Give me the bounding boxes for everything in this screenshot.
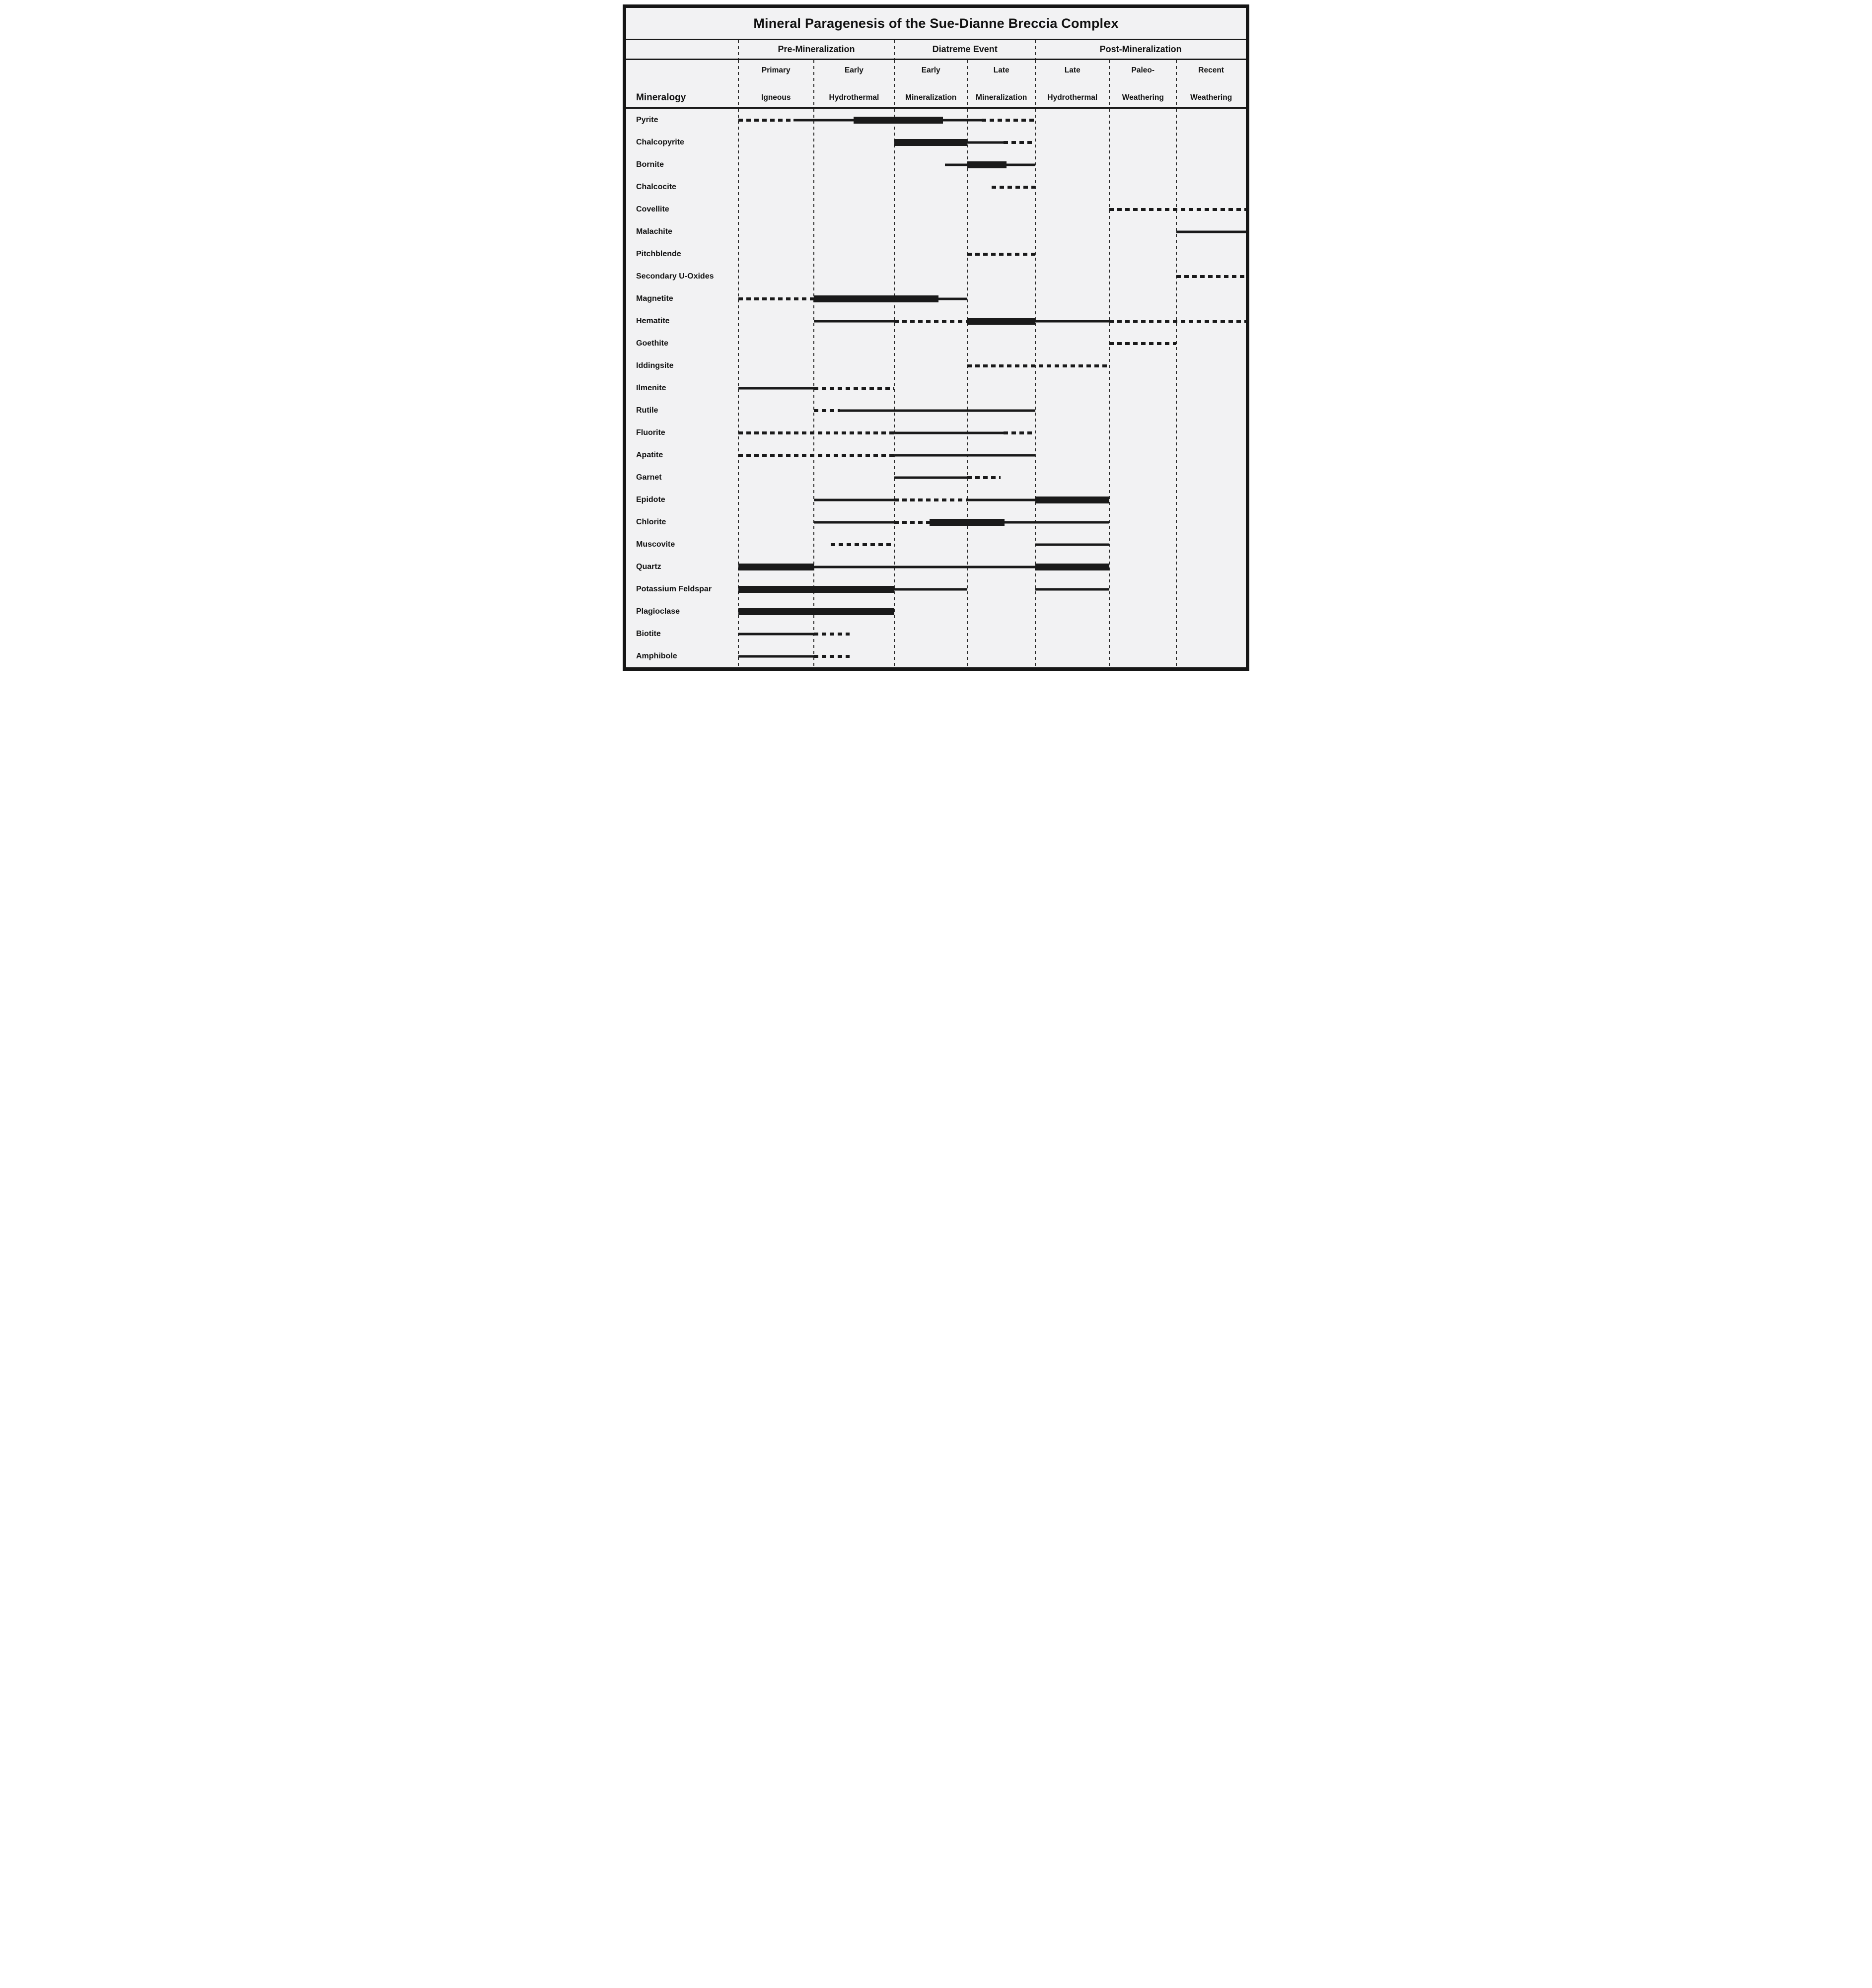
paragenesis-bar-segment	[1109, 320, 1246, 323]
paragenesis-bar-segment	[854, 117, 943, 124]
paragenesis-bar-segment	[814, 295, 938, 302]
mineral-row	[626, 310, 1246, 332]
paragenesis-bar-segment	[831, 543, 895, 546]
paragenesis-bar-segment	[814, 521, 895, 523]
column-header-line2: Weathering	[1190, 93, 1232, 102]
column-header-line2: Hydrothermal	[1047, 93, 1098, 102]
page	[618, 0, 1254, 675]
paragenesis-bar-segment	[967, 318, 1035, 325]
mineral-bar-strip	[738, 489, 1246, 511]
mineral-label: Amphibole	[636, 651, 677, 660]
mineral-label: Garnet	[636, 473, 662, 482]
mineral-row	[626, 466, 1246, 489]
mineral-bar-strip	[738, 645, 1246, 667]
column-header-strip	[738, 60, 1246, 107]
mineral-row	[626, 220, 1246, 243]
paragenesis-bar-segment	[814, 409, 840, 412]
paragenesis-bar-segment	[738, 564, 814, 570]
mineral-row	[626, 533, 1246, 556]
paragenesis-bar-segment	[945, 163, 967, 166]
mineral-row	[626, 287, 1246, 310]
paragenesis-bar-segment	[738, 119, 793, 122]
paragenesis-bar-segment	[1109, 208, 1246, 211]
mineral-label: Magnetite	[636, 294, 673, 303]
paragenesis-bar-segment	[967, 253, 1035, 256]
mineral-bar-strip	[738, 220, 1246, 243]
mineral-label: Chalcopyrite	[636, 138, 684, 146]
paragenesis-bar-segment	[894, 476, 967, 479]
mineral-label: Chalcocite	[636, 182, 676, 191]
paragenesis-bar-segment	[1035, 320, 1109, 322]
column-header-line1: Early	[921, 66, 940, 74]
paragenesis-bar-segment	[943, 119, 982, 121]
mineral-bar-strip	[738, 265, 1246, 287]
mineral-label: Plagioclase	[636, 607, 680, 616]
mineral-row	[626, 243, 1246, 265]
paragenesis-bar-segment	[1109, 342, 1176, 345]
group-row-spacer	[626, 40, 738, 59]
column-header-3	[894, 60, 967, 107]
column-header-5	[1035, 60, 1109, 107]
paragenesis-bar-segment	[1176, 275, 1246, 278]
paragenesis-bar-segment	[1035, 543, 1109, 546]
column-header-line2: Mineralization	[976, 93, 1027, 102]
mineral-row	[626, 153, 1246, 176]
mineral-row	[626, 109, 1246, 131]
mineral-bar-strip	[738, 198, 1246, 220]
mineral-label: Apatite	[636, 450, 663, 459]
mineral-row	[626, 399, 1246, 422]
mineral-label: Covellite	[636, 205, 669, 213]
mineral-bar-strip	[738, 377, 1246, 399]
paragenesis-bar-segment	[967, 498, 1035, 501]
column-header-line1: Early	[844, 66, 864, 74]
mineral-label: Hematite	[636, 316, 670, 325]
column-header-line1: Late	[993, 66, 1009, 74]
paragenesis-bar-segment	[738, 431, 894, 434]
mineral-row	[626, 489, 1246, 511]
paragenesis-bar-segment	[894, 588, 967, 590]
paragenesis-bar-segment	[738, 387, 814, 389]
paragenesis-bar-segment	[840, 409, 1035, 412]
paragenesis-bar-segment	[738, 297, 814, 300]
paragenesis-bar-segment	[1007, 163, 1035, 166]
group-header-strip	[738, 40, 1246, 59]
paragenesis-bar-segment	[894, 454, 1035, 456]
column-header-line2: Igneous	[761, 93, 791, 102]
mineral-bar-strip	[738, 131, 1246, 153]
paragenesis-bar-segment	[814, 633, 850, 636]
mineral-row	[626, 198, 1246, 220]
mineral-row	[626, 265, 1246, 287]
mineral-row	[626, 645, 1246, 667]
chart-body	[626, 109, 1246, 667]
paragenesis-bar-segment	[814, 655, 850, 658]
column-header-line2: Hydrothermal	[829, 93, 879, 102]
paragenesis-bar-segment	[814, 566, 1036, 568]
mineral-label: Quartz	[636, 562, 661, 571]
mineral-bar-strip	[738, 511, 1246, 533]
column-header-6	[1109, 60, 1176, 107]
mineral-bar-strip	[738, 399, 1246, 422]
mineral-label: Potassium Feldspar	[636, 584, 712, 593]
paragenesis-bar-segment	[1005, 521, 1109, 523]
mineral-row	[626, 377, 1246, 399]
mineral-row	[626, 600, 1246, 623]
paragenesis-bar-segment	[814, 387, 895, 390]
paragenesis-bar-segment	[967, 161, 1007, 168]
mineral-bar-strip	[738, 466, 1246, 489]
group-header-2: Diatreme Event	[932, 44, 998, 54]
mineral-bar-strip	[738, 444, 1246, 466]
mineral-bar-strip	[738, 623, 1246, 645]
mineralogy-header: Mineralogy	[636, 92, 686, 103]
mineral-bar-strip	[738, 578, 1246, 600]
mineral-label: Pitchblende	[636, 249, 681, 258]
mineral-row	[626, 578, 1246, 600]
paragenesis-bar-segment	[814, 320, 895, 322]
paragenesis-bar-segment	[930, 519, 1005, 526]
paragenesis-bar-segment	[1035, 497, 1109, 503]
column-header-row	[626, 60, 1246, 109]
column-header-7	[1176, 60, 1246, 107]
paragenesis-bar-segment	[894, 320, 967, 323]
mineral-label: Fluorite	[636, 428, 665, 437]
mineral-label: Secondary U-Oxides	[636, 272, 714, 281]
mineral-row	[626, 131, 1246, 153]
mineral-label: Iddingsite	[636, 361, 674, 370]
paragenesis-bar-segment	[1035, 564, 1109, 570]
mineral-label: Muscovite	[636, 540, 675, 549]
paragenesis-bar-segment	[738, 586, 894, 593]
group-header-3: Post-Mineralization	[1099, 44, 1182, 54]
paragenesis-bar-segment	[738, 608, 894, 615]
mineral-row	[626, 444, 1246, 466]
mineral-bar-strip	[738, 533, 1246, 556]
paragenesis-bar-segment	[982, 119, 1035, 122]
mineral-label: Rutile	[636, 406, 658, 415]
paragenesis-bar-segment	[1176, 230, 1246, 233]
column-header-line2: Weathering	[1122, 93, 1164, 102]
paragenesis-bar-segment	[738, 454, 894, 457]
mineral-bar-strip	[738, 153, 1246, 176]
column-header-line1: Paleo-	[1131, 66, 1155, 74]
column-header-line1: Recent	[1198, 66, 1224, 74]
mineral-bar-strip	[738, 287, 1246, 310]
mineral-row	[626, 556, 1246, 578]
paragenesis-chart-frame	[623, 4, 1249, 671]
mineral-bar-strip	[738, 176, 1246, 198]
column-header-line2: Mineralization	[905, 93, 957, 102]
paragenesis-bar-segment	[894, 498, 967, 501]
mineral-label: Epidote	[636, 495, 665, 504]
mineral-label: Chlorite	[636, 517, 666, 526]
paragenesis-bar-segment	[894, 139, 967, 146]
mineral-bar-strip	[738, 556, 1246, 578]
mineral-row	[626, 355, 1246, 377]
mineral-bar-strip	[738, 600, 1246, 623]
paragenesis-bar-segment	[1004, 141, 1035, 144]
paragenesis-bar-segment	[1035, 588, 1109, 590]
mineral-bar-strip	[738, 310, 1246, 332]
paragenesis-bar-segment	[894, 431, 1004, 434]
mineral-label: Bornite	[636, 160, 664, 169]
column-header-2	[814, 60, 895, 107]
group-header-1: Pre-Mineralization	[778, 44, 855, 54]
paragenesis-bar-segment	[738, 655, 814, 657]
mineral-bar-strip	[738, 243, 1246, 265]
column-header-line1: Late	[1064, 66, 1080, 74]
mineral-label: Goethite	[636, 339, 668, 348]
paragenesis-bar-segment	[967, 141, 1004, 143]
paragenesis-bar-segment	[967, 476, 1000, 479]
mineral-row	[626, 332, 1246, 355]
mineral-label: Ilmenite	[636, 383, 666, 392]
mineral-label: Malachite	[636, 227, 672, 236]
column-header-4	[967, 60, 1035, 107]
paragenesis-bar-segment	[894, 521, 930, 524]
chart-title: Mineral Paragenesis of the Sue-Dianne Breccia Complex	[626, 8, 1246, 40]
column-header-1	[738, 60, 814, 107]
paragenesis-bar-segment	[738, 633, 814, 635]
mineral-row	[626, 623, 1246, 645]
mineral-bar-strip	[738, 109, 1246, 131]
mineral-label: Pyrite	[636, 115, 658, 124]
column-header-line1: Primary	[761, 66, 791, 74]
paragenesis-bar-segment	[992, 186, 1035, 189]
mineral-row	[626, 176, 1246, 198]
paragenesis-bar-segment	[814, 498, 895, 501]
mineral-bar-strip	[738, 422, 1246, 444]
paragenesis-bar-segment	[793, 119, 854, 121]
mineral-bar-strip	[738, 355, 1246, 377]
mineral-bar-strip	[738, 332, 1246, 355]
paragenesis-bar-segment	[938, 297, 968, 300]
group-header-row	[626, 40, 1246, 60]
mineral-label: Biotite	[636, 629, 661, 638]
paragenesis-bar-segment	[967, 364, 1109, 367]
mineral-row	[626, 422, 1246, 444]
mineral-row	[626, 511, 1246, 533]
paragenesis-bar-segment	[1004, 431, 1035, 434]
